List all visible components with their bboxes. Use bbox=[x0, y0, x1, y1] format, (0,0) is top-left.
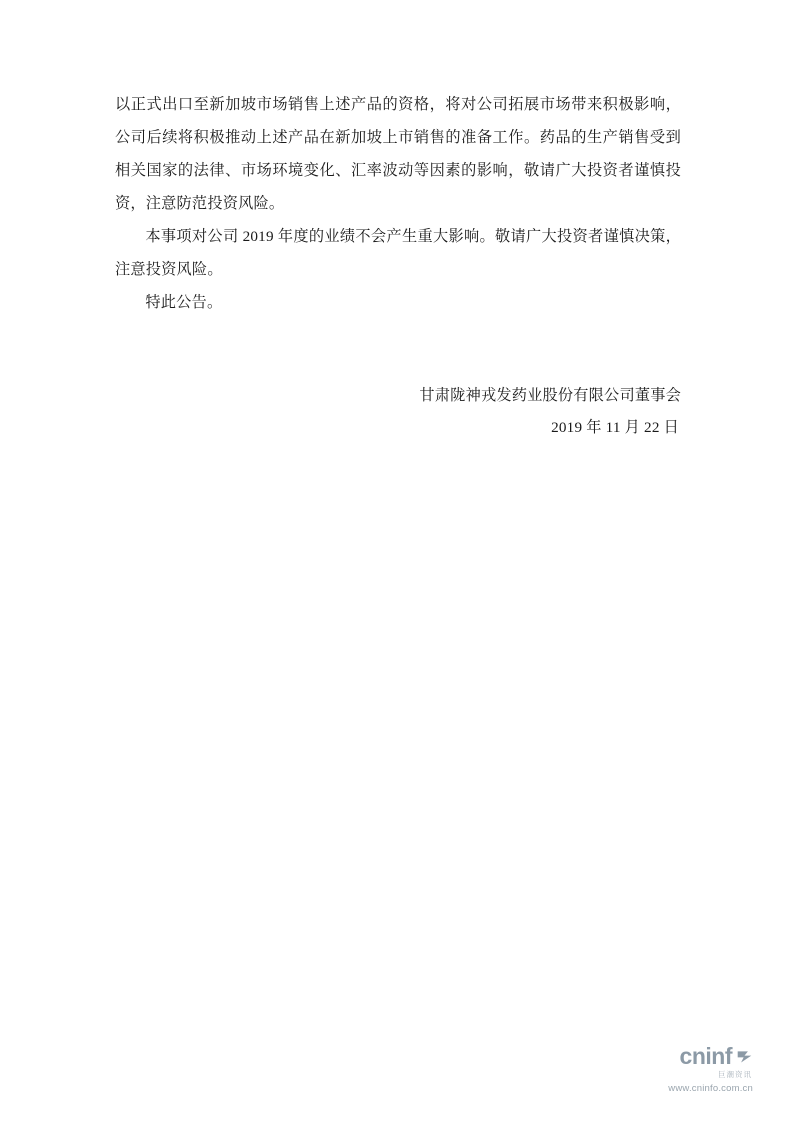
paragraph-1: 以正式出口至新加坡市场销售上述产品的资格，将对公司拓展市场带来积极影响，公司后续将积极推动上述产品在新加坡上市销售的准备工作。药品的生产销售受到相关国家的法律、市场环境变化、汇率波动等因素的影响，敬请广大投资者谨慎投资，注意防范投资风险。 bbox=[115, 96, 681, 212]
logo-subtitle: 巨潮资讯 bbox=[718, 1070, 752, 1079]
logo-wordmark: cninf bbox=[679, 1043, 732, 1069]
footer-logo bbox=[668, 1043, 753, 1094]
logo-row bbox=[668, 1043, 753, 1070]
signature-company: 甘肃陇神戎发药业股份有限公司董事会 bbox=[419, 387, 681, 404]
paragraph-2: 本事项对公司 2019 年度的业绩不会产生重大影响。敬请广大投资者谨慎决策，注意投资风险。 bbox=[115, 228, 681, 278]
signature-date: 2019 年 11 月 22 日 bbox=[551, 419, 679, 436]
signature-block bbox=[115, 380, 681, 444]
document-body bbox=[115, 88, 681, 319]
logo-url: www.cninfo.com.cn bbox=[668, 1083, 753, 1094]
cninfo-mark-icon bbox=[736, 1048, 753, 1065]
paragraph-3: 特此公告。 bbox=[145, 294, 223, 311]
